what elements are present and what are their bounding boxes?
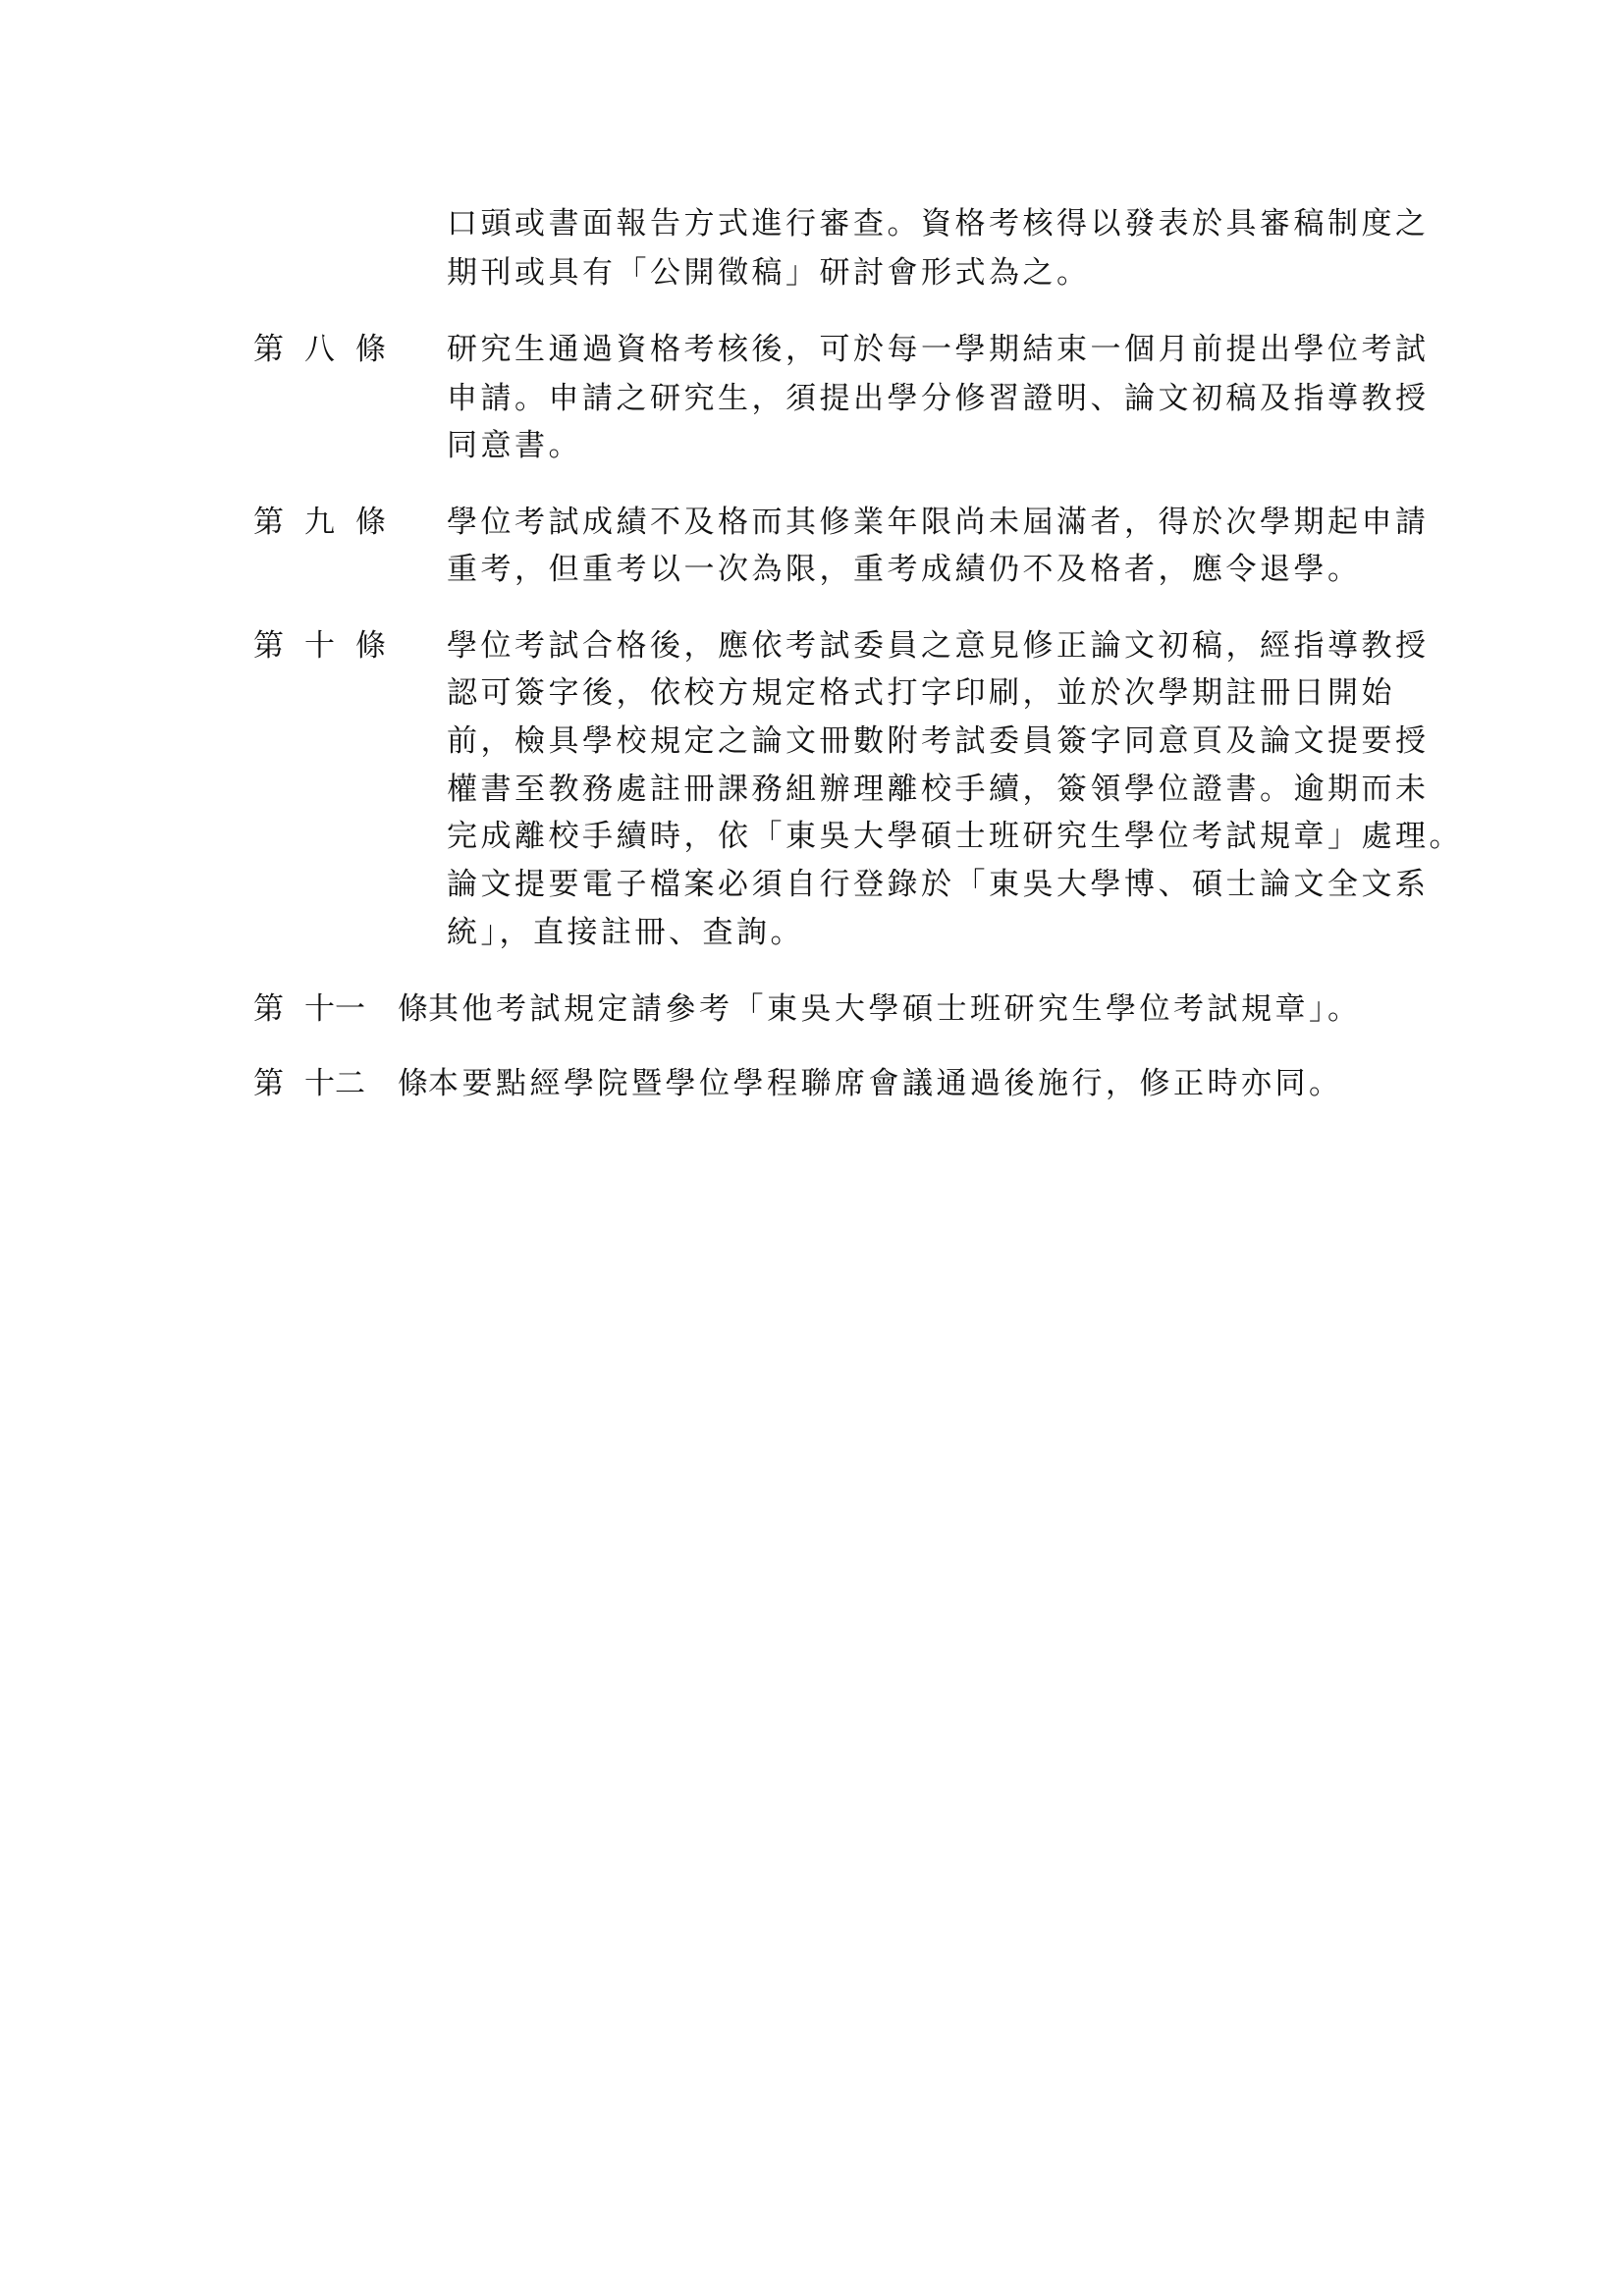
- article-8-label: 第 八 條: [253, 332, 386, 367]
- article-8-line: 研究生通過資格考核後，可於每一學期結束一個月前提出學位考試: [447, 332, 1430, 367]
- article-10-line: 前，檢具學校規定之論文冊數附考試委員簽字同意頁及論文提要授: [447, 723, 1430, 759]
- article-11-line: 其他考試規定請參考「東吳大學碩士班研究生學位考試規章」。: [428, 991, 1362, 1027]
- article-9-label: 第 九 條: [253, 505, 386, 540]
- article-10-line: 學位考試合格後，應依考試委員之意見修正論文初稿，經指導教授: [447, 628, 1430, 664]
- article-11-label: 第 十一 條: [253, 991, 428, 1027]
- article-8-line: 申請。申請之研究生，須提出學分修習證明、論文初稿及指導教授: [447, 381, 1430, 416]
- article-10-line: 權書至教務處註冊課務組辦理離校手續，簽領學位證書。逾期而未: [447, 772, 1430, 807]
- intro-line: 期刊或具有「公開徵稿」研討會形式為之。: [447, 255, 1091, 291]
- article-10-line: 論文提要電子檔案必須自行登錄於「東吳大學博、碩士論文全文系: [447, 867, 1430, 902]
- intro-line: 口頭或書面報告方式進行審查。資格考核得以發表於具審稿制度之: [447, 206, 1430, 241]
- article-9-line: 學位考試成績不及格而其修業年限尚未屆滿者，得於次學期起申請: [447, 505, 1430, 540]
- article-12-label: 第 十二 條: [253, 1066, 428, 1101]
- article-8-line: 同意書。: [447, 428, 582, 463]
- article-10-line: 統」，直接註冊、查詢。: [447, 915, 804, 950]
- article-12-line: 本要點經學院暨學位學程聯席會議通過後施行，修正時亦同。: [428, 1066, 1343, 1101]
- article-10-line: 完成離校手續時，依「東吳大學碩士班研究生學位考試規章」處理。: [447, 819, 1463, 854]
- article-9-line: 重考，但重考以一次為限，重考成績仍不及格者，應令退學。: [447, 552, 1362, 587]
- article-10-line: 認可簽字後，依校方規定格式打字印刷，並於次學期註冊日開始: [447, 675, 1395, 711]
- article-10-label: 第 十 條: [253, 628, 386, 664]
